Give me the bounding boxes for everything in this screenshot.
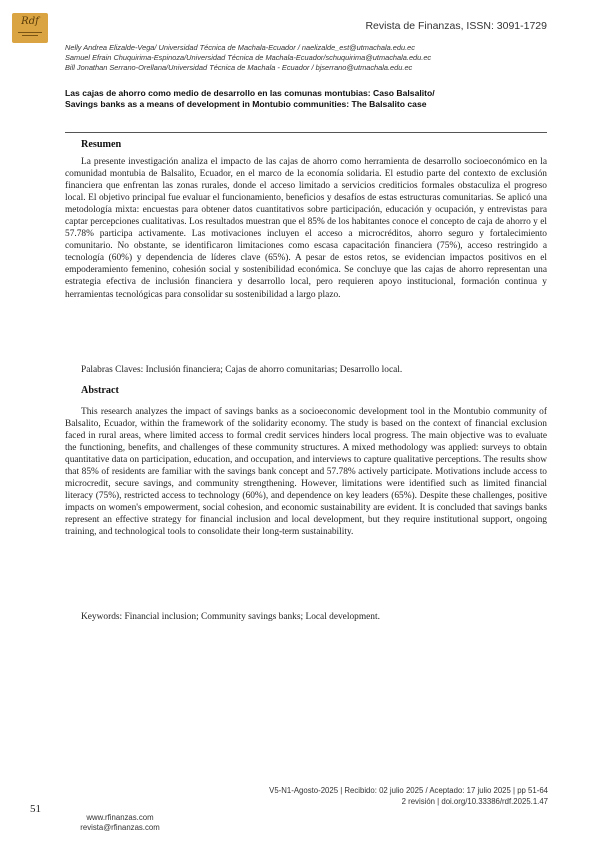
logo-decor-line [18, 32, 42, 33]
author-line: Nelly Andrea Elizalde-Vega/ Universidad Técnica de Machala-Ecuador / naelizalde_est@utmachala.edu.ec [65, 43, 415, 52]
title-divider [65, 132, 547, 133]
article-title [65, 88, 565, 110]
resumen-keywords: Palabras Claves: Inclusión financiera; Cajas de ahorro comunitarias; Desarrollo local. [81, 365, 403, 375]
logo-decor-line [22, 35, 38, 36]
doi-line[interactable]: 2 revisión | doi.org/10.33386/rdf.2025.1.47 [401, 797, 548, 806]
website-link[interactable]: www.rfinanzas.com [86, 813, 154, 822]
title-spanish: Las cajas de ahorro como medio de desarrollo en las comunas montubias: Caso Balsalito/ [65, 88, 435, 98]
resumen-body: La presente investigación analiza el impacto de las cajas de ahorro como herramienta de desarrollo socioeconómico en la comunidad montubia de Balsalito, Ecuador, en el marco de la economía solidaria. El estudio parte del contexto de exclusión financiera que enfrentan las zonas rurales, donde el acceso limitado a servicios crediticios formales obstaculiza el progreso local. El objetivo principal fue evaluar el funcionamiento, beneficios y desafíos de estas estructuras comunitarias. Se aplicó una metodología mixta: encuestas para obtener datos cuantitativos sobre participación, educación y ocupación, y entrevistas para captar percepciones cualitativas. Los resultados muestran que el 85% de los habitantes conoce el concepto de caja de ahorro y el 57.78% participa activamente. Las motivaciones incluyen el acceso a microcréditos, ahorro seguro y fortalecimiento comunitario. No obstante, se identificaron limitaciones como escasa capacitación financiera (75%), acceso restringido a tecnología (60%) y dependencia de líderes clave (65%). A pesar de estos retos, se evidencian impactos positivos en el empoderamiento femenino, cohesión social y sostenibilidad económica. Se concluye que las cajas de ahorro representan una estrategia efectiva de inclusión financiera y desarrollo local, pero requieren apoyo institucional, formación continua y herramientas tecnológicas para consolidar su sostenibilidad a largo plazo. [65, 157, 547, 300]
journal-header: Revista de Finanzas, ISSN: 3091-1729 [365, 20, 547, 32]
resumen-heading: Resumen [81, 139, 122, 150]
journal-logo [12, 13, 48, 43]
title-english: Savings banks as a means of development in Montubio communities: The Balsalito case [65, 99, 427, 109]
abstract-body: This research analyzes the impact of savings banks as a socioeconomic development tool in the Montubio community of Balsalito, Ecuador, within the framework of the solidarity economy. The study is based on the context of financial exclusion faced in rural areas, where limited access to formal credit services hinders local progress. The main objective was to evaluate the functioning, benefits, and challenges of these community structures. A mixed methodology was applied: surveys to obtain quantitative data on participation, education, and occupation, and interviews to capture qualitative perceptions. The results show that 85% of residents are familiar with the savings bank concept and 57.78% actively participate. Motivations include access to microcredit, secure savings, and community strengthening. However, limitations were identified such as limited financial literacy (75%), restricted access to technology (60%), and dependence on key leaders (65%). Despite these challenges, positive impacts on women's empowerment, social cohesion, and economic sustainability are evident. It is concluded that savings banks represent an effective strategy for financial inclusion and local development, but they require institutional support, ongoing training, and technological tools to consolidate their long-term sustainability. [65, 407, 547, 538]
journal-logo-text: Rdf [21, 16, 39, 27]
author-list [65, 43, 565, 73]
publication-dates: V5-N1-Agosto-2025 | Recibido: 02 julio 2025 / Aceptado: 17 julio 2025 | pp 51-64 [269, 786, 548, 795]
page-number: 51 [30, 803, 41, 815]
abstract-keywords: Keywords: Financial inclusion; Community savings banks; Local development. [81, 612, 380, 622]
publication-info [269, 785, 548, 807]
abstract-heading: Abstract [81, 385, 119, 396]
journal-contact [75, 813, 165, 833]
author-line: Samuel Efrain Chuquirima-Espinoza/Universidad Técnica de Machala-Ecuador/schuquirima@utmachala.edu.ec [65, 53, 432, 62]
author-line: Bill Jonathan Serrano-Orellana/Universidad Técnica de Machala - Ecuador / bjserrano@utmachala.edu.ec [65, 63, 413, 72]
email-link[interactable]: revista@rfinanzas.com [80, 823, 160, 832]
